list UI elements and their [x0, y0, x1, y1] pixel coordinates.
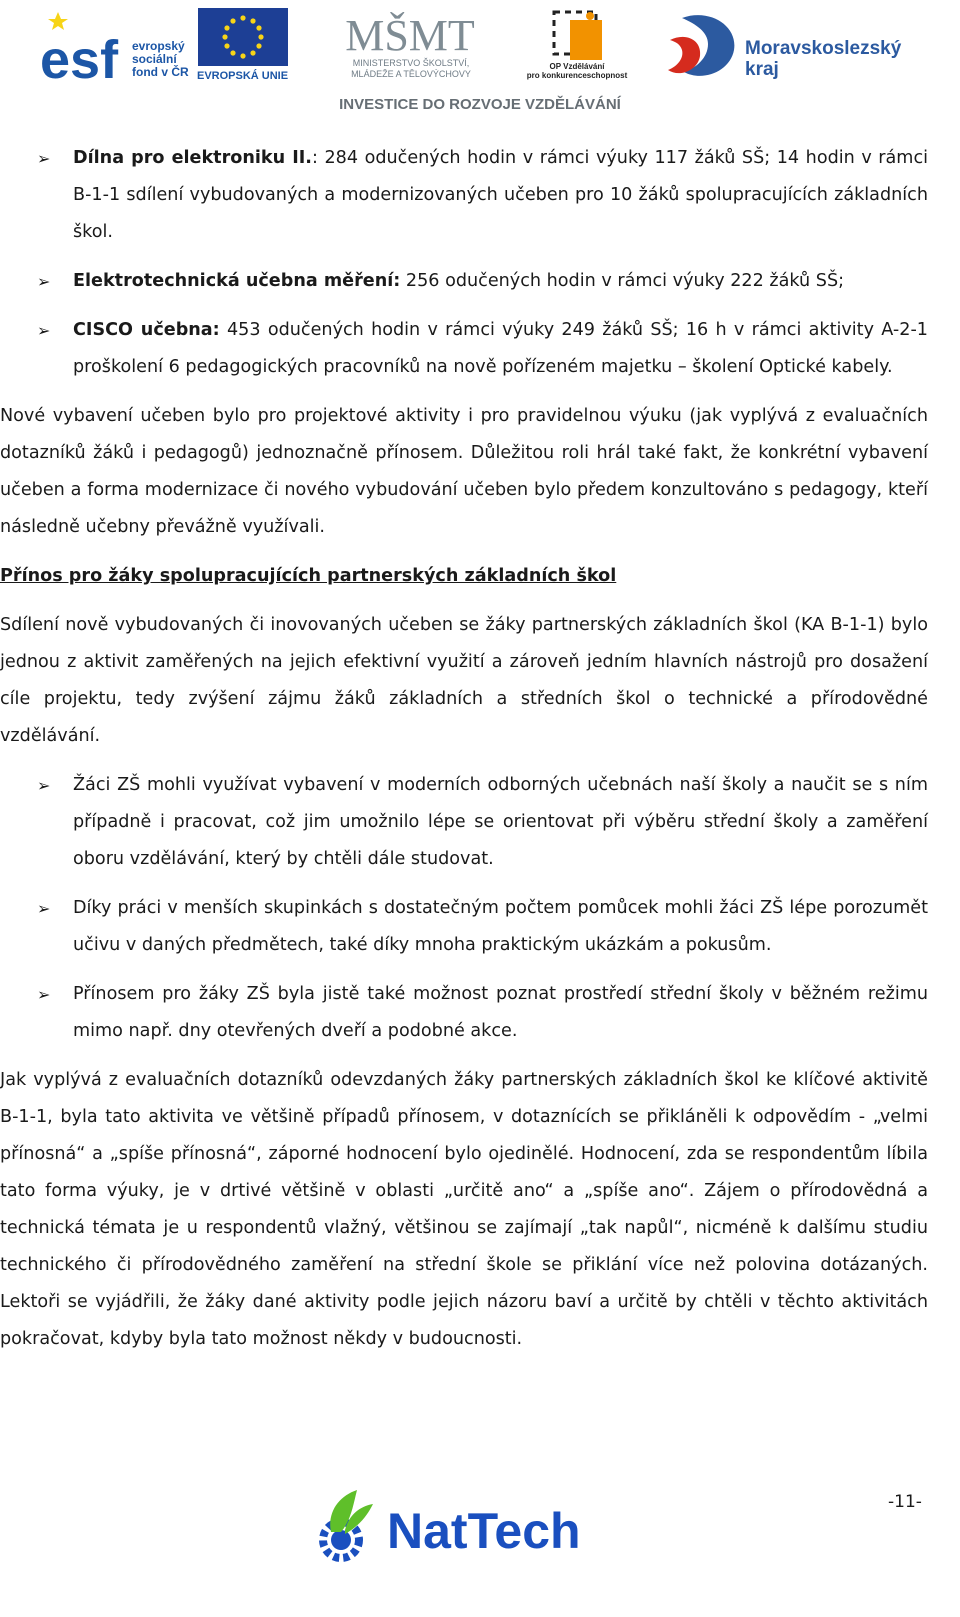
header-logo-strip — [0, 0, 960, 120]
arrowhead-bullet-icon: ➢ — [37, 899, 51, 918]
arrowhead-bullet-icon: ➢ — [37, 321, 51, 340]
op-logo-icon — [548, 6, 608, 66]
document-body — [0, 140, 928, 1358]
nattech-wordmark: NatTech — [387, 1503, 581, 1559]
header-banner: INVESTICE DO ROZVOJE VZDĚLÁVÁNÍ — [339, 96, 621, 113]
arrowhead-bullet-icon: ➢ — [37, 149, 51, 168]
svg-text:MŠMT: MŠMT — [345, 11, 475, 60]
esf-text: evropský sociální fond v ČR — [132, 39, 189, 79]
list-item-text: 256 odučených hodin v rámci výuky 222 žáků SŠ; — [400, 271, 845, 291]
list-item — [0, 263, 928, 300]
nattech-logo — [305, 1486, 595, 1566]
list-item — [0, 976, 928, 1050]
list-item-title: Dílna pro elektroniku II. — [73, 148, 312, 168]
arrowhead-bullet-icon: ➢ — [37, 272, 51, 291]
list-item-title: Elektrotechnická učebna měření: — [73, 271, 401, 291]
list-item — [0, 767, 928, 878]
page-number: -11- — [888, 1492, 922, 1512]
arrowhead-bullet-icon: ➢ — [37, 985, 51, 1004]
list-item-text: 453 odučených hodin v rámci výuky 249 žáků SŠ; 16 h v rámci aktivity A-2-1 proškolení 6 pedagogických pracovníků na nově pořízeném majetku – školení Optické kabely. — [73, 320, 928, 377]
list-item — [0, 140, 928, 251]
paragraph: Sdílení nově vybudovaných či inovovaných učeben se žáky partnerských základních škol (KA B-1-1) bylo jednou z aktivit zaměřených na jejich efektivní využití a zároveň jedním hlavních nástrojů pro dosažení cíle projektu, tedy zvýšení zájmu žáků základních a středních škol o technické a přírodovědné vzdělávání. — [0, 615, 928, 746]
paragraph: Jak vyplývá z evaluačních dotazníků odevzdaných žáky partnerských základních škol ke klíčové aktivitě B-1-1, byla tato aktivita ve většině případů přínosem, v dotaznících se přikláněli k odpovědím - „velmi přínosná“ a „spíše přínosná“, záporné hodnocení bylo ojedinělé. Hodnocení, zda se respondentům líbila tato forma výuky, je v drtivé většině v oblasti „určitě ano“ a „spíše ano“. Zájem o přírodovědná a technická témata je u respondentů vlažný, většinou se zajímají „tak napůl“, nicméně k dalšímu studiu technického či přírodovědného zaměření na střední škole se přiklání více než polovina dotázaných. Lektoři se vyjádřili, že žáky dané aktivity podle jejich názoru baví a určitě by chtěli v těchto aktivitách pokračovat, kdyby byla tato možnost někdy v budoucnosti. — [0, 1070, 928, 1349]
arrowhead-bullet-icon: ➢ — [37, 776, 51, 795]
paragraph: Nové vybavení učeben bylo pro projektové aktivity i pro pravidelnou výuku (jak vyplývá z evaluačních dotazníků žáků i pedagogů) jednoznačně přínosem. Důležitou roli hrál také fakt, že konkrétní vybavení učeben a forma modernizace či nového vybudování učeben bylo předem konzultováno s pedagogy, kteří následně učebny převážně využívali. — [0, 406, 928, 537]
msk-caption: Moravskoslezský kraj — [745, 38, 902, 80]
list-item-text: : 284 odučených hodin v rámci výuky 117 žáků SŠ; 14 hodin v rámci B-1-1 sdílení vybudovaných a modernizovaných učeben pro 10 žáků spolupracujících základních škol. — [73, 148, 929, 242]
gear-icon — [323, 1490, 373, 1558]
list-item-text: Díky práci v menších skupinkách s dostatečným počtem pomůcek mohli žáci ZŠ lépe porozumět učivu v daných předmětech, také díky mnoha praktickým ukázkám a pokusům. — [73, 898, 928, 955]
list-item — [0, 312, 928, 386]
section-heading: Přínos pro žáky spolupracujících partnerských základních škol — [0, 566, 617, 586]
esf-mark: esf — [40, 30, 119, 84]
list-item-title: CISCO učebna: — [73, 320, 220, 340]
list-item — [0, 890, 928, 964]
eu-flag-icon — [198, 8, 288, 66]
esf-logo — [38, 8, 128, 84]
op-caption: OP Vzdělávání pro konkurenceschopnost — [526, 62, 628, 80]
list-item-text: Přínosem pro žáky ZŠ byla jistě také možnost poznat prostředí střední školy v běžném režimu mimo např. dny otevřených dveří a podobné akce. — [73, 984, 928, 1041]
msk-region-icon — [662, 10, 740, 84]
msmt-caption: MINISTERSTVO ŠKOLSTVÍ, MLÁDEŽE A TĚLOVÝCHOVY — [351, 58, 471, 79]
list-item-text: Žáci ZŠ mohli využívat vybavení v moderních odborných učebnách naší školy a naučit se s ním případně i pracovat, což jim umožnilo lépe se orientovat při výběru střední školy a zaměření oboru vzdělávání, který by chtěli dále studovat. — [73, 775, 928, 869]
eu-caption: EVROPSKÁ UNIE — [197, 70, 289, 82]
